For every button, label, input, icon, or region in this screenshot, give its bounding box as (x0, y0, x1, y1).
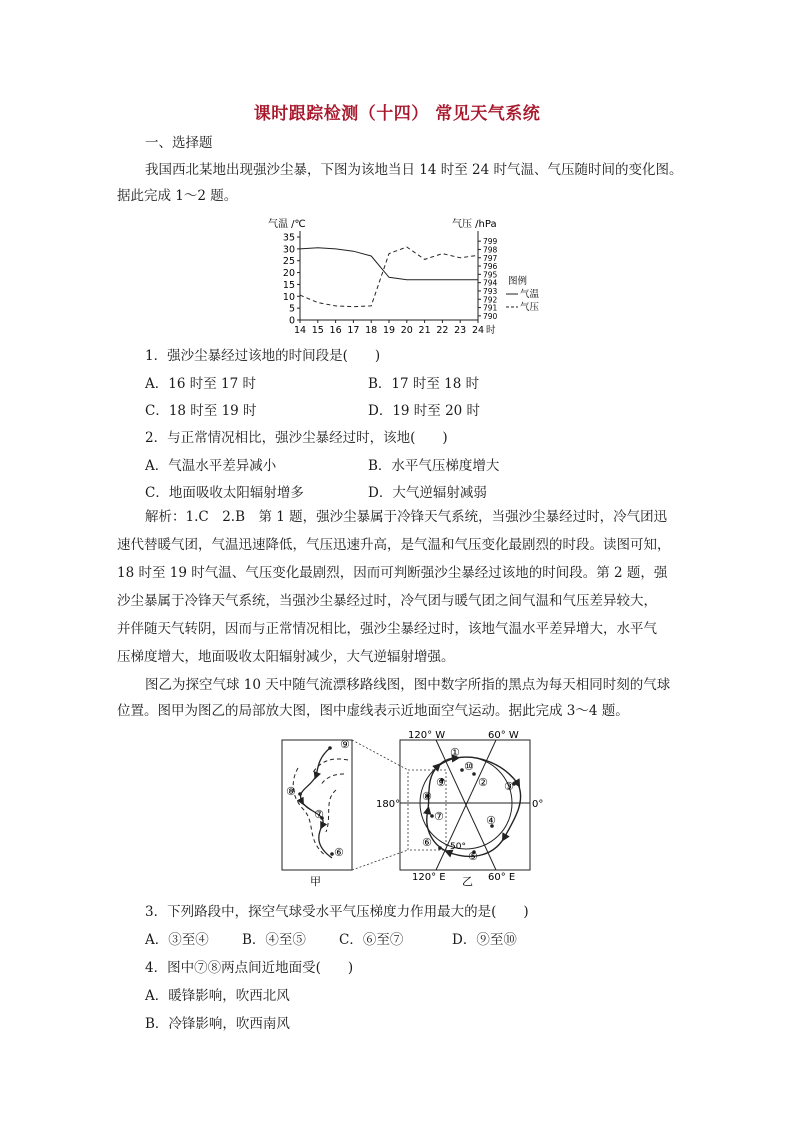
panel-yi (376, 730, 543, 888)
x-tick-label: 18 (365, 325, 378, 336)
intro-line-1: 我国西北某地出现强沙尘暴，下图为该地当日 14 时至 24 时气温、气压随时间的变化图。 (145, 162, 683, 178)
intro-line-2: 据此完成 1～2 题。 (117, 188, 238, 204)
x-tick-label: 17 (347, 325, 360, 336)
x-tick-label: 16 (329, 325, 342, 336)
yi-label-3: ③ (504, 780, 514, 793)
y-left-tick-label: 35 (282, 232, 295, 244)
page-title: 课时跟踪检测（十四） 常见天气系统 (253, 104, 541, 124)
jia-caption: 甲 (310, 875, 321, 888)
x-tick-label: 24 (471, 325, 485, 336)
legend-label-pressure: 气压 (520, 302, 540, 313)
y-right-tick-label: 795 (483, 270, 498, 280)
jia-label-7: ⑦ (314, 808, 324, 821)
q4-option-b[interactable]: B．冷锋影响，吹西南风 (145, 1016, 290, 1032)
x-tick-label: 21 (418, 325, 431, 336)
q3-option-a[interactable]: A．③至④ (145, 932, 209, 948)
yi-label-7: ⑦ (434, 810, 444, 823)
q1-stem: 1．强沙尘暴经过该地的时间段是( ) (145, 348, 381, 364)
section-heading: 一、选择题 (145, 135, 213, 151)
y-left-tick-label: 25 (282, 256, 295, 268)
y-left-tick-label: 15 (282, 279, 295, 291)
yi-label-9: ⑨ (436, 776, 446, 789)
y-left-tick-label: 30 (282, 244, 295, 256)
y-left-tick-label: 10 (282, 291, 295, 303)
intro2-line-1: 图乙为探空气球 10 天中随气流漂移路线图，图中数字所指的黑点为每天相同时刻的气球 (145, 677, 671, 693)
y-right-tick-label: 792 (483, 295, 498, 305)
y-right-tick-label: 791 (483, 303, 498, 313)
x-tick-label: 15 (311, 325, 324, 336)
y-right-tick-label: 793 (483, 286, 498, 296)
q1-option-c[interactable]: C．18 时至 19 时 (145, 403, 257, 419)
q4-stem: 4．图中⑦⑧两点间近地面受( ) (145, 960, 354, 976)
q1-option-a[interactable]: A．16 时至 17 时 (145, 376, 256, 392)
lon-180: 180° (376, 799, 401, 810)
jia-label-9: ⑨ (340, 738, 350, 751)
y-left-tick-label: 0 (288, 315, 295, 327)
jia-label-6: ⑥ (334, 846, 344, 859)
q1-option-d[interactable]: D．19 时至 20 时 (368, 403, 481, 419)
lon-0: 0° (532, 799, 544, 810)
q2-option-a[interactable]: A．气温水平差异减小 (145, 458, 277, 474)
x-tick-label: 19 (382, 325, 396, 336)
analysis-line-4: 沙尘暴属于冷锋天气系统，当强沙尘暴经过时，冷气团与暖气团之间气温和气压差异较大， (117, 593, 657, 609)
y-right-tick-label: 794 (483, 278, 498, 288)
q3-option-c[interactable]: C．⑥至⑦ (339, 932, 404, 948)
legend-label-temperature: 气温 (520, 289, 540, 300)
analysis-line-3: 18 时至 19 时气温、气压变化最剧烈，因而可判断强沙尘暴经过该地的时间段。第 2 题，强 (117, 565, 668, 581)
x-tick-label: 22 (436, 325, 449, 336)
yi-label-2: ② (478, 776, 488, 789)
q3-option-b[interactable]: B．④至⑤ (242, 932, 306, 948)
balloon-path-figure (278, 728, 544, 890)
analysis-line-1: 解析：1.C 2.B 第 1 题，强沙尘暴属于冷锋天气系统，当强沙尘暴经过时，冷气团迅 (145, 509, 668, 525)
intro2-line-2: 位置。图甲为图乙的局部放大图，图中虚线表示近地面空气运动。据此完成 3～4 题。 (117, 703, 629, 719)
lon-120w: 120° W (408, 730, 446, 741)
q3-stem: 3．下列路段中，探空气球受水平气压梯度力作用最大的是( ) (145, 904, 529, 920)
legend-title: 图例 (508, 276, 528, 287)
analysis-line-6: 压梯度增大，地面吸收太阳辐射减少，大气逆辐射增强。 (117, 649, 455, 665)
y-left-axis-label: 气温 /℃ (268, 219, 306, 230)
y-right-tick-label: 799 (483, 237, 498, 247)
yi-label-10: ⑩ (464, 760, 474, 773)
yi-label-1: ① (450, 746, 460, 759)
x-axis-unit: 时 (486, 325, 496, 336)
q1-option-b[interactable]: B．17 时至 18 时 (368, 376, 480, 392)
q2-option-c[interactable]: C．地面吸收太阳辐射增多 (145, 485, 304, 501)
y-left-tick-label: 5 (288, 303, 295, 315)
y-right-tick-label: 796 (483, 262, 498, 272)
yi-label-4: ④ (486, 814, 496, 827)
yi-label-8: ⑧ (422, 790, 432, 803)
yi-caption: 乙 (462, 875, 473, 888)
lon-60e: 60° E (488, 872, 516, 883)
yi-label-5: ⑤ (468, 850, 478, 863)
q2-stem: 2．与正常情况相比，强沙尘暴经过时，该地( ) (145, 430, 448, 446)
y-right-tick-label: 797 (483, 253, 498, 263)
y-right-tick-label: 798 (483, 245, 498, 255)
analysis-line-2: 速代替暖气团，气温迅速降低，气压迅速升高，是气温和气压变化最剧烈的时段。读图可知， (117, 537, 671, 553)
lon-60w: 60° W (488, 730, 519, 741)
y-right-axis-label: 气压 /hPa (452, 219, 497, 230)
yi-label-6: ⑥ (422, 836, 432, 849)
q2-option-b[interactable]: B．水平气压梯度增大 (368, 458, 500, 474)
x-tick-label: 20 (400, 325, 413, 336)
jia-label-8: ⑧ (286, 785, 296, 798)
lat-50: 50° (450, 842, 466, 852)
q3-option-d[interactable]: D．⑨至⑩ (452, 932, 517, 948)
panel-jia (282, 738, 352, 888)
y-left-tick-label: 20 (282, 268, 295, 280)
lon-120e: 120° E (412, 872, 446, 883)
y-right-tick-label: 790 (483, 311, 498, 321)
temperature-series-line (300, 248, 478, 280)
x-tick-label: 14 (293, 325, 307, 336)
analysis-line-5: 并伴随天气转阴，因而与正常情况相比，强沙尘暴经过时，该地气温水平差异增大，水平气 (117, 621, 657, 637)
temperature-pressure-chart (268, 215, 548, 337)
q2-option-d[interactable]: D．大气逆辐射减弱 (368, 485, 487, 501)
q4-option-a[interactable]: A．暖锋影响，吹西北风 (145, 988, 290, 1004)
x-tick-label: 23 (454, 325, 467, 336)
